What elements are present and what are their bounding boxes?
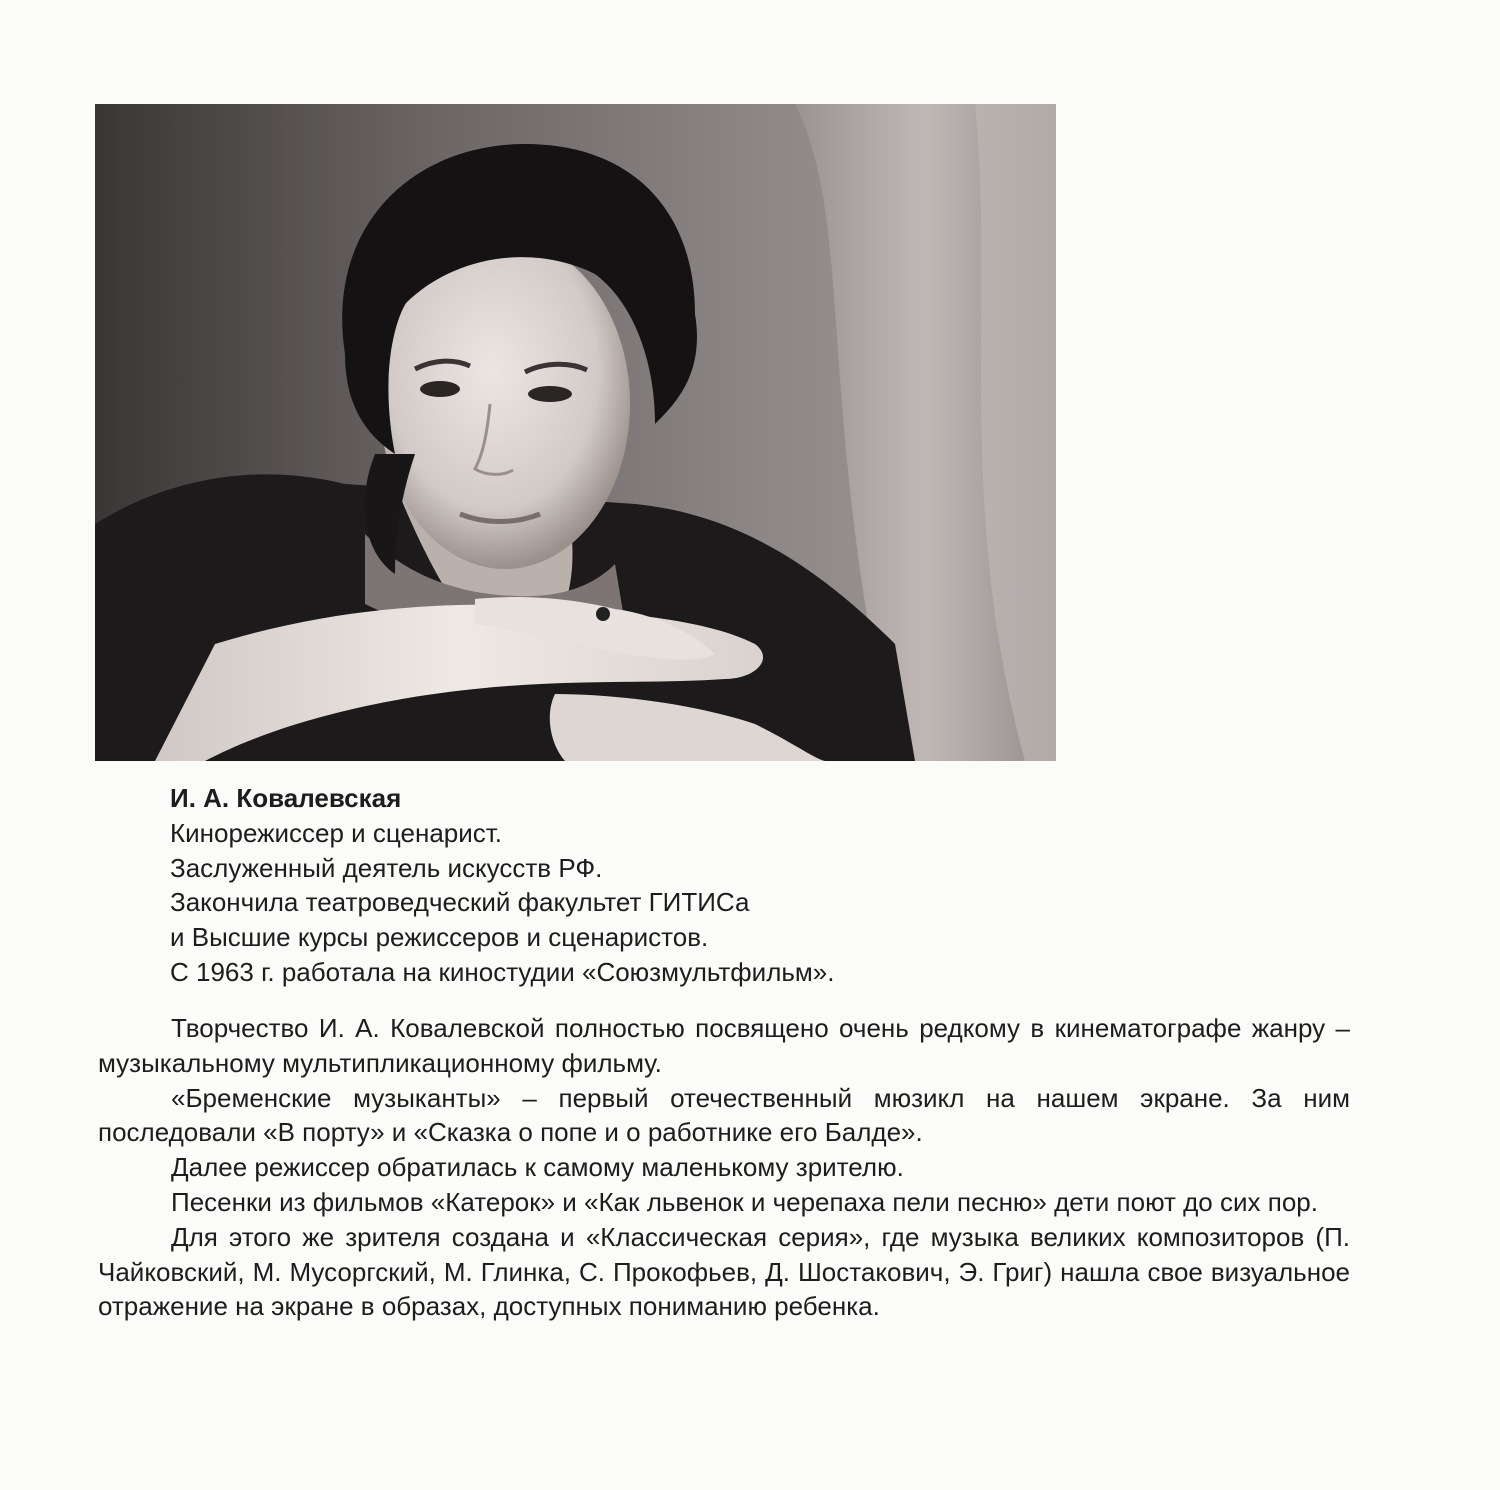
caption-line: и Высшие курсы режиссеров и сценаристов. xyxy=(170,922,709,953)
paragraph: Песенки из фильмов «Катерок» и «Как львенок и черепаха пели песню» дети поют до сих пор. xyxy=(171,1186,1318,1217)
paragraph: Для этого же зрителя создана и «Классическая серия», где музыка великих композиторов (П. Чайковский, М. Мусоргский, М. Глинка, С. Прокофьев, Д. Шостакович, Э. Григ) нашла свое визуальное отражение на экране в образах, доступных пониманию ребенка. xyxy=(98,1221,1350,1322)
paragraph: Далее режиссер обратилась к самому маленькому зрителю. xyxy=(171,1152,904,1183)
person-name: И. А. Ковалевская xyxy=(170,783,402,813)
caption-line: С 1963 г. работала на киностудии «Союзмультфильм». xyxy=(170,956,835,987)
portrait-photo xyxy=(95,104,1056,761)
caption-block xyxy=(170,781,1050,990)
biography-text xyxy=(98,1011,1350,1324)
paragraph: «Бременские музыканты» – первый отечественный мюзикл на нашем экране. За ним последовали «В порту» и «Сказка о попе и о работнике его Балде». xyxy=(98,1082,1350,1148)
portrait-illustration xyxy=(95,104,1056,761)
caption-line: Закончила театроведческий факультет ГИТИСа xyxy=(170,887,750,918)
caption-line: Кинорежиссер и сценарист. xyxy=(170,817,503,848)
paragraph: Творчество И. А. Ковалевской полностью посвящено очень редкому в кинематографе жанру – музыкальному мультипликационному фильму. xyxy=(98,1013,1350,1078)
caption-line: Заслуженный деятель искусств РФ. xyxy=(170,852,603,883)
